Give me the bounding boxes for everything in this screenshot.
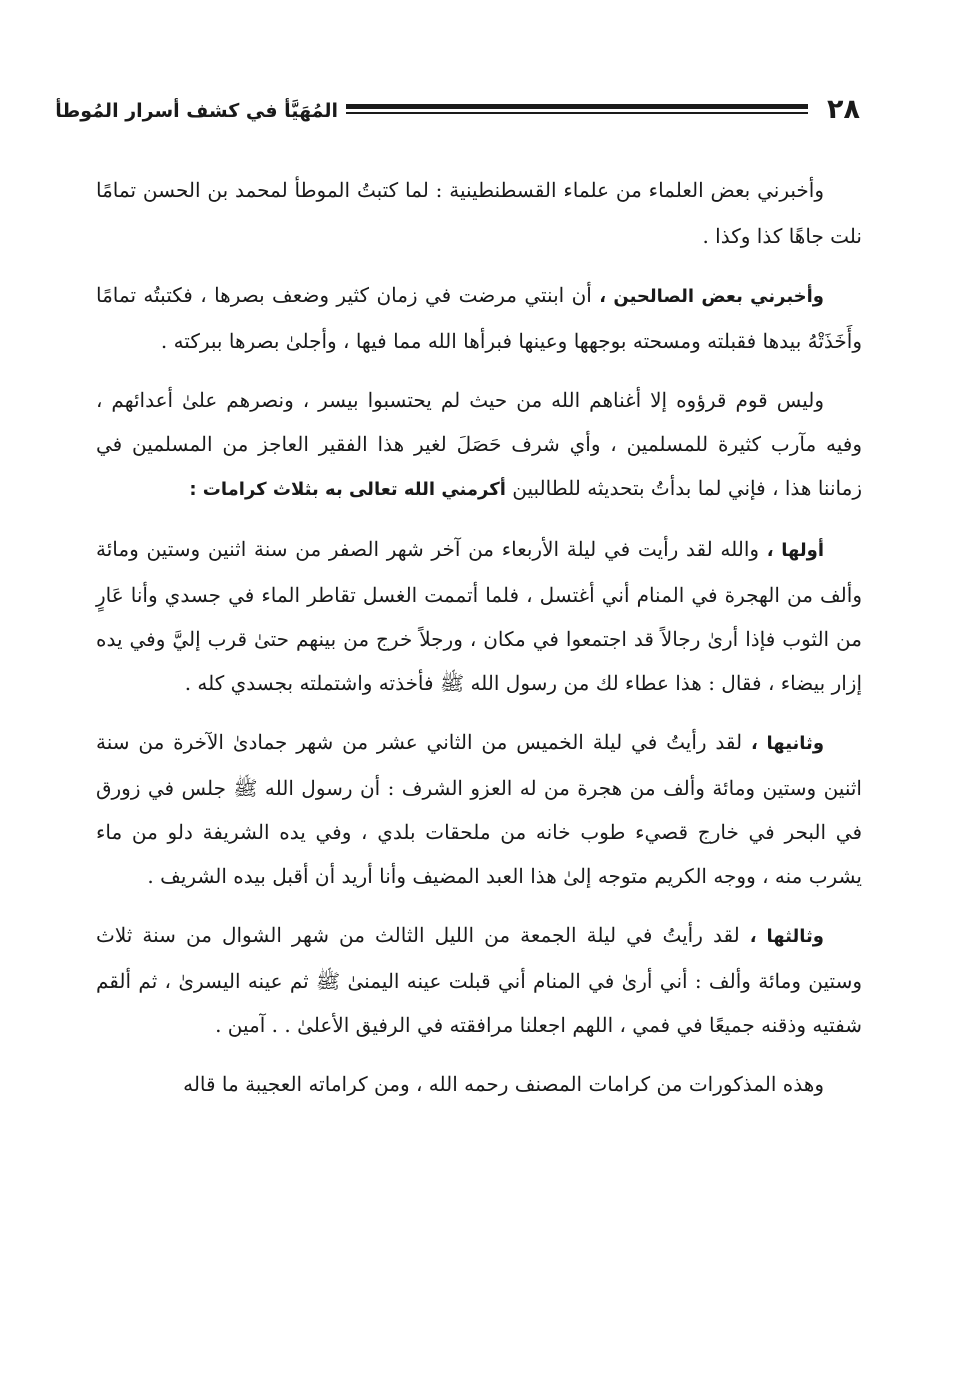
page-header <box>55 92 860 132</box>
paragraph-text: وليس قوم قرؤوه إلا أغناهم الله من حيث لم يحتسبوا بيسر ، ونصرهم علىٰ أعدائهم ، وفيه مآرب كثيرة للمسلمين ، وأي شرف حَصَلَ لغير هذا الفقير العاجز من المسلمين في زماننا هذا ، فإني لما بدأتُ بتحديثه للطالبين <box>96 388 862 500</box>
page-body <box>96 168 862 1121</box>
paragraph-emphasis: أكرمني الله تعالى به بثلاث كرامات : <box>189 479 506 500</box>
paragraph-second-miracle <box>96 720 862 898</box>
paragraph-scholar-report <box>96 168 862 258</box>
paragraph-righteous-report <box>96 273 862 363</box>
header-rule-thin <box>346 112 808 114</box>
paragraph-text: والله لقد رأيت في ليلة الأربعاء من آخر شهر الصفر من سنة اثنين وستين ومائة وألف من الهجرة في المنام أني أغتسل ، فلما أتممت الغسل تقاطر الماء في جسدي وأنا عَارٍ من الثوب فإذا أرىٰ رجالاً قد اجتمعوا في مكان ، ورجلاً خرج من بينهم حتىٰ قرب إليَّ وفي يده إزار بيضاء ، فقال : هذا عطاء لك من رسول الله ﷺ فأخذته واشتملته بجسدي كله . <box>96 537 862 695</box>
paragraph-three-miracles-intro <box>96 378 862 512</box>
page-number: ٢٨ <box>827 94 860 125</box>
paragraph-lead: وثالثها ، <box>749 926 824 947</box>
running-book-title: المُهَيَّأ في كشف أسرار المُوطأ <box>55 100 338 122</box>
paragraph-text: وهذه المذكورات من كرامات المصنف رحمه الله ، ومن كراماته العجيبة ما قاله <box>183 1072 824 1096</box>
header-double-rule <box>346 104 808 115</box>
paragraph-lead: وأخبرني بعض الصالحين ، <box>599 286 824 307</box>
paragraph-text: لقد رأيتُ في ليلة الجمعة من الليل الثالث من شهر الشوال من سنة ثلاث وستين ومائة وألف : أني أرىٰ في المنام أني قبلت عينه اليمنىٰ ﷺ ثم عينه اليسرىٰ ، ثم ألقم شفتيه وذقنه جميعًا في فمي ، اللهم اجعلنا مرافقته في الرفيق الأعلىٰ . . آمين . <box>96 923 862 1037</box>
paragraph-text: وأخبرني بعض العلماء من علماء القسطنطينية : لما كتبتُ الموطأ لمحمد بن الحسن تمامًا نلت جاهًا كذا وكذا . <box>96 178 862 248</box>
paragraph-first-miracle <box>96 527 862 705</box>
paragraph-text: لقد رأيتُ في ليلة الخميس من الثاني عشر من شهر جمادىٰ الآخرة من سنة اثنين وستين ومائة وألف من هجرة من له العزو الشرف : أن رسول الله ﷺ جلس في زورق في البحر في خارج قصيء طوب خانه من ملحقات بلدي ، وفي يده الشريفة دلو من ماء يشرب منه ، ووجه الكريم متوجه إلىٰ هذا العبد المضيف وأنا أريد أن أقبل بيده الشريف . <box>96 730 862 888</box>
paragraph-closing <box>96 1062 862 1106</box>
header-rule-thick <box>346 104 808 109</box>
paragraph-lead: وثانيها ، <box>750 733 825 754</box>
paragraph-third-miracle <box>96 913 862 1047</box>
paragraph-lead: أولها ، <box>766 540 824 561</box>
paragraph-text: أن ابنتي مرضت في زمان كثير وضعف بصرها ، فكتبتُه تمامًا وأَخَذَتْهُ بيدها فقبلته ومسحته بوجهها وعينها فبرأها الله مما فيها ، وأجلىٰ بصرها ببركته . <box>96 283 862 353</box>
